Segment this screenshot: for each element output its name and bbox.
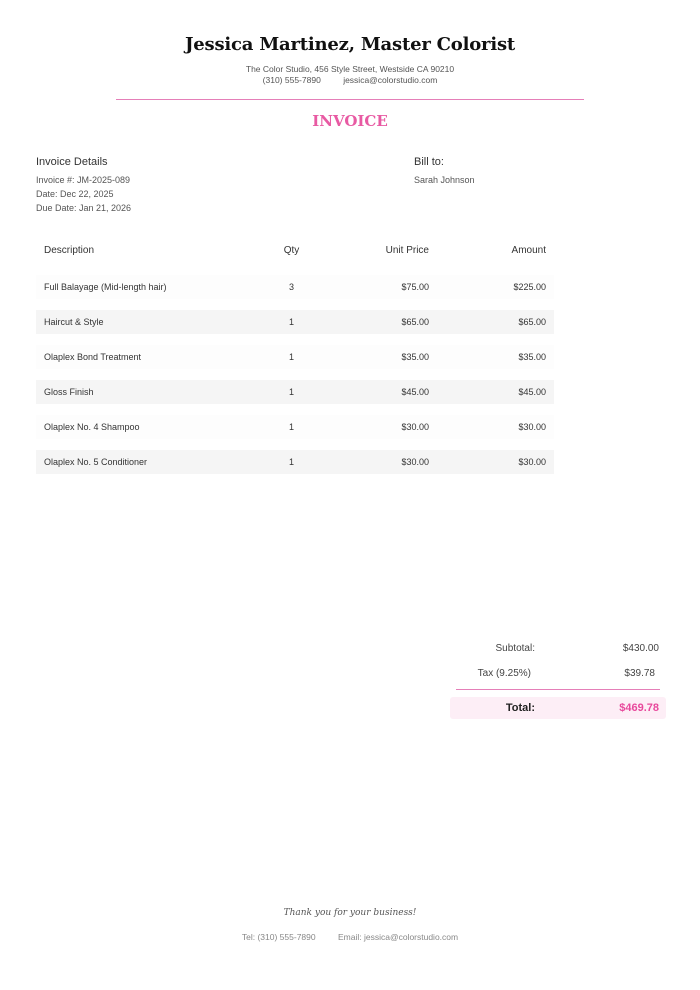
item-qty: 1 [288,317,294,327]
item-amount: $30.00 [518,422,546,432]
total-row [450,697,666,719]
item-description: Olaplex Bond Treatment [44,352,142,362]
item-amount: $225.00 [513,282,546,292]
item-description: Full Balayage (Mid-length hair) [44,282,167,292]
invoice-title: INVOICE [312,112,388,130]
table-row [36,310,554,334]
bill-to-heading: Bill to: [414,156,444,168]
tax-row [450,665,666,682]
item-qty: 1 [288,422,294,432]
business-name: Jessica Martinez, Master Colorist [184,34,516,55]
table-row [36,450,554,474]
invoice-date: Date: Dec 22, 2025 [36,189,114,199]
item-description: Haircut & Style [44,317,104,327]
invoice-details [36,156,336,215]
item-description: Gloss Finish [44,387,94,397]
line-items-table [36,240,554,474]
header-unit-price: Unit Price [385,244,429,256]
item-qty: 1 [288,387,294,397]
table-row [36,345,554,369]
header-description: Description [44,244,95,256]
footer-tel: Tel: (310) 555-7890 [241,932,316,942]
tax-label: Tax (9.25%) [477,668,531,679]
item-amount: $35.00 [518,352,546,362]
business-address: The Color Studio, 456 Style Street, Westside CA 90210 [245,64,455,74]
item-unit-price: $35.00 [401,352,429,362]
item-description: Olaplex No. 4 Shampoo [44,422,140,432]
subtotal-row [450,640,666,657]
item-qty: 3 [288,282,294,292]
table-row [36,380,554,404]
thank-you-note: Thank you for your business! [283,908,417,918]
header-divider [116,99,584,100]
total-label: Total: [505,702,535,714]
subtotal-label: Subtotal: [495,643,535,654]
item-unit-price: $30.00 [401,457,429,467]
item-amount: $30.00 [518,457,546,467]
item-amount: $65.00 [518,317,546,327]
item-qty: 1 [288,352,294,362]
tax-value: $39.78 [624,668,655,679]
invoice-header [0,34,700,86]
item-unit-price: $30.00 [401,422,429,432]
item-amount: $45.00 [518,387,546,397]
business-email: jessica@colorstudio.com [343,75,438,85]
invoice-number: Invoice #: JM-2025-089 [36,175,131,185]
totals-divider [456,689,660,690]
invoice-footer [0,908,700,942]
table-row [36,415,554,439]
table-header [36,240,554,260]
item-qty: 1 [288,457,294,467]
item-description: Olaplex No. 5 Conditioner [44,457,148,467]
business-contact [0,75,700,86]
totals-section [450,640,666,719]
business-phone: (310) 555-7890 [262,75,321,85]
footer-email: Email: jessica@colorstudio.com [337,932,459,942]
invoice-due-date: Due Date: Jan 21, 2026 [36,203,132,213]
header-qty: Qty [283,244,300,256]
header-amount: Amount [511,244,546,256]
table-row [36,275,554,299]
client-name: Sarah Johnson [414,175,475,185]
footer-contact [0,932,700,942]
subtotal-value: $430.00 [622,643,659,654]
item-unit-price: $45.00 [401,387,429,397]
invoice-details-heading: Invoice Details [36,156,108,168]
item-unit-price: $65.00 [401,317,429,327]
item-unit-price: $75.00 [401,282,429,292]
total-value: $469.78 [619,702,659,714]
bill-to [414,156,614,187]
